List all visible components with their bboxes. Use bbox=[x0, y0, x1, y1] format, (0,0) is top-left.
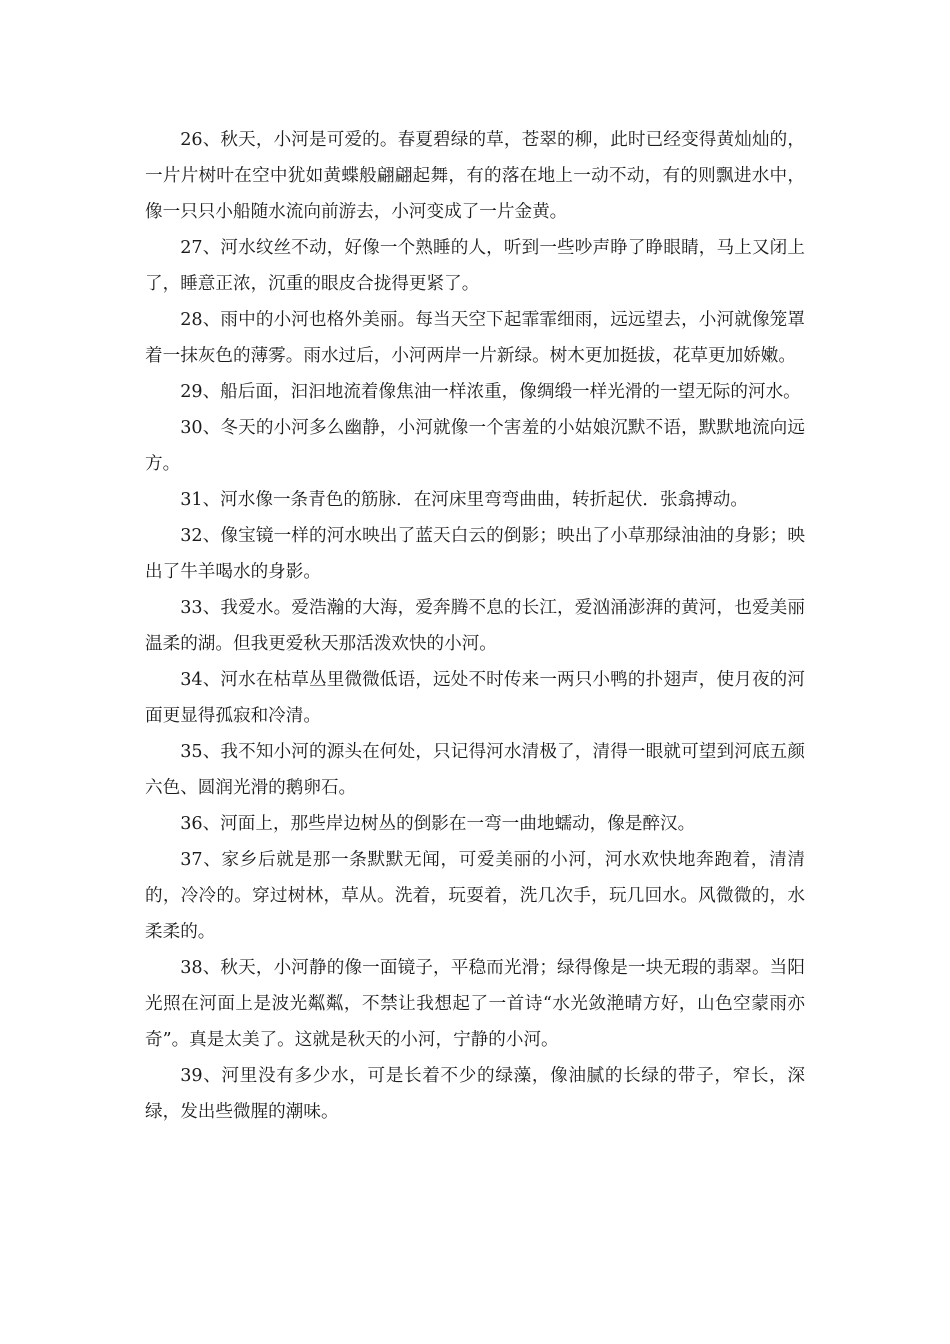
paragraph-33: 33、我爱水。爱浩瀚的大海，爱奔腾不息的长江，爱汹涌澎湃的黄河，也爱美丽温柔的湖。但我更爱秋天那活泼欢快的小河。 bbox=[145, 598, 805, 654]
document-body bbox=[145, 122, 805, 1130]
paragraph-27: 27、河水纹丝不动，好像一个熟睡的人，听到一些吵声睁了睁眼睛，马上又闭上了，睡意正浓，沉重的眼皮合拢得更紧了。 bbox=[145, 238, 805, 294]
paragraph-30: 30、冬天的小河多么幽静，小河就像一个害羞的小姑娘沉默不语，默默地流向远方。 bbox=[145, 418, 805, 474]
paragraph-32: 32、像宝镜一样的河水映出了蓝天白云的倒影；映出了小草那绿油油的身影；映出了牛羊喝水的身影。 bbox=[145, 526, 805, 582]
paragraph-28: 28、雨中的小河也格外美丽。每当天空下起霏霏细雨，远远望去，小河就像笼罩着一抹灰色的薄雾。雨水过后，小河两岸一片新绿。树木更加挺拔，花草更加娇嫩。 bbox=[145, 310, 805, 366]
paragraph-31: 31、河水像一条青色的筋脉．在河床里弯弯曲曲，转折起伏．张翕搏动。 bbox=[180, 490, 748, 510]
paragraph-38: 38、秋天，小河静的像一面镜子，平稳而光滑；绿得像是一块无瑕的翡翠。当阳光照在河面上是波光粼粼，不禁让我想起了一首诗“水光敛滟晴方好，山色空蒙雨亦奇”。真是太美了。这就是秋天的小河，宁静的小河。 bbox=[145, 958, 805, 1050]
paragraph-36: 36、河面上，那些岸边树丛的倒影在一弯一曲地蠕动，像是醉汉。 bbox=[180, 814, 696, 834]
paragraph-34: 34、河水在枯草丛里微微低语，远处不时传来一两只小鸭的扑翅声，使月夜的河面更显得孤寂和冷清。 bbox=[145, 670, 805, 726]
paragraph-35: 35、我不知小河的源头在何处，只记得河水清极了，清得一眼就可望到河底五颜六色、圆润光滑的鹅卵石。 bbox=[145, 742, 805, 798]
paragraph-29: 29、船后面，汩汩地流着像焦油一样浓重，像绸缎一样光滑的一望无际的河水。 bbox=[180, 382, 801, 402]
paragraph-26: 26、秋天，小河是可爱的。春夏碧绿的草，苍翠的柳，此时已经变得黄灿灿的，一片片树叶在空中犹如黄蝶般翩翩起舞，有的落在地上一动不动，有的则飘进水中，像一只只小船随水流向前游去，小河变成了一片金黄。 bbox=[145, 130, 805, 222]
paragraph-37: 37、家乡后就是那一条默默无闻，可爱美丽的小河，河水欢快地奔跑着，清清的，冷冷的。穿过树林，草从。洗着，玩耍着，洗几次手，玩几回水。风微微的，水柔柔的。 bbox=[145, 850, 805, 942]
paragraph-39: 39、河里没有多少水，可是长着不少的绿藻，像油腻的长绿的带子，窄长，深绿，发出些微腥的潮味。 bbox=[145, 1066, 805, 1122]
